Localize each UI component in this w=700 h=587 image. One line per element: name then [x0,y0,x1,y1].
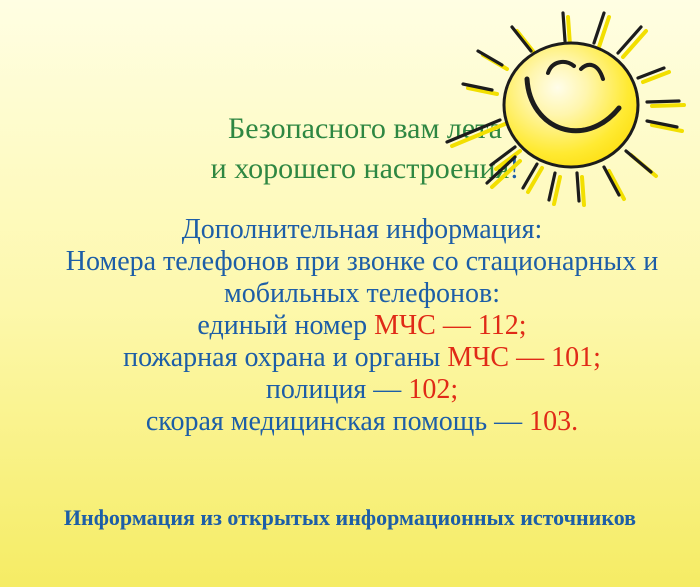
info-intro-line-1: Номера телефонов при звонке со стационарных и [65,246,659,277]
phone-line-fire [24,342,700,374]
phone-label: пожарная охрана и органы [123,342,441,373]
info-block [0,214,700,438]
phone-label: полиция — [265,374,402,405]
phone-label: скорая медицинская помощь — [145,406,523,437]
title-exclamation: ! [509,152,520,185]
phone-line-emergency [24,310,700,342]
sun-icon [430,0,700,215]
phone-number: МЧС — 112; [374,310,527,341]
phone-number: 102; [408,374,459,405]
phone-number: МЧС — 101; [447,342,601,373]
phone-line-ambulance [24,406,700,438]
title-line-1: Безопасного вам лета [227,112,503,145]
info-intro-line-2: мобильных телефонов: [223,278,501,309]
title-line-2: и хорошего настроения! [210,152,520,185]
footer-source-note: Информация из открытых информационных источников [63,505,637,530]
phone-label: единый номер [197,310,368,341]
sun-face [504,43,638,167]
phone-number: 103. [529,406,579,437]
phone-line-police [24,374,700,406]
info-heading: Дополнительная информация: [181,214,543,245]
